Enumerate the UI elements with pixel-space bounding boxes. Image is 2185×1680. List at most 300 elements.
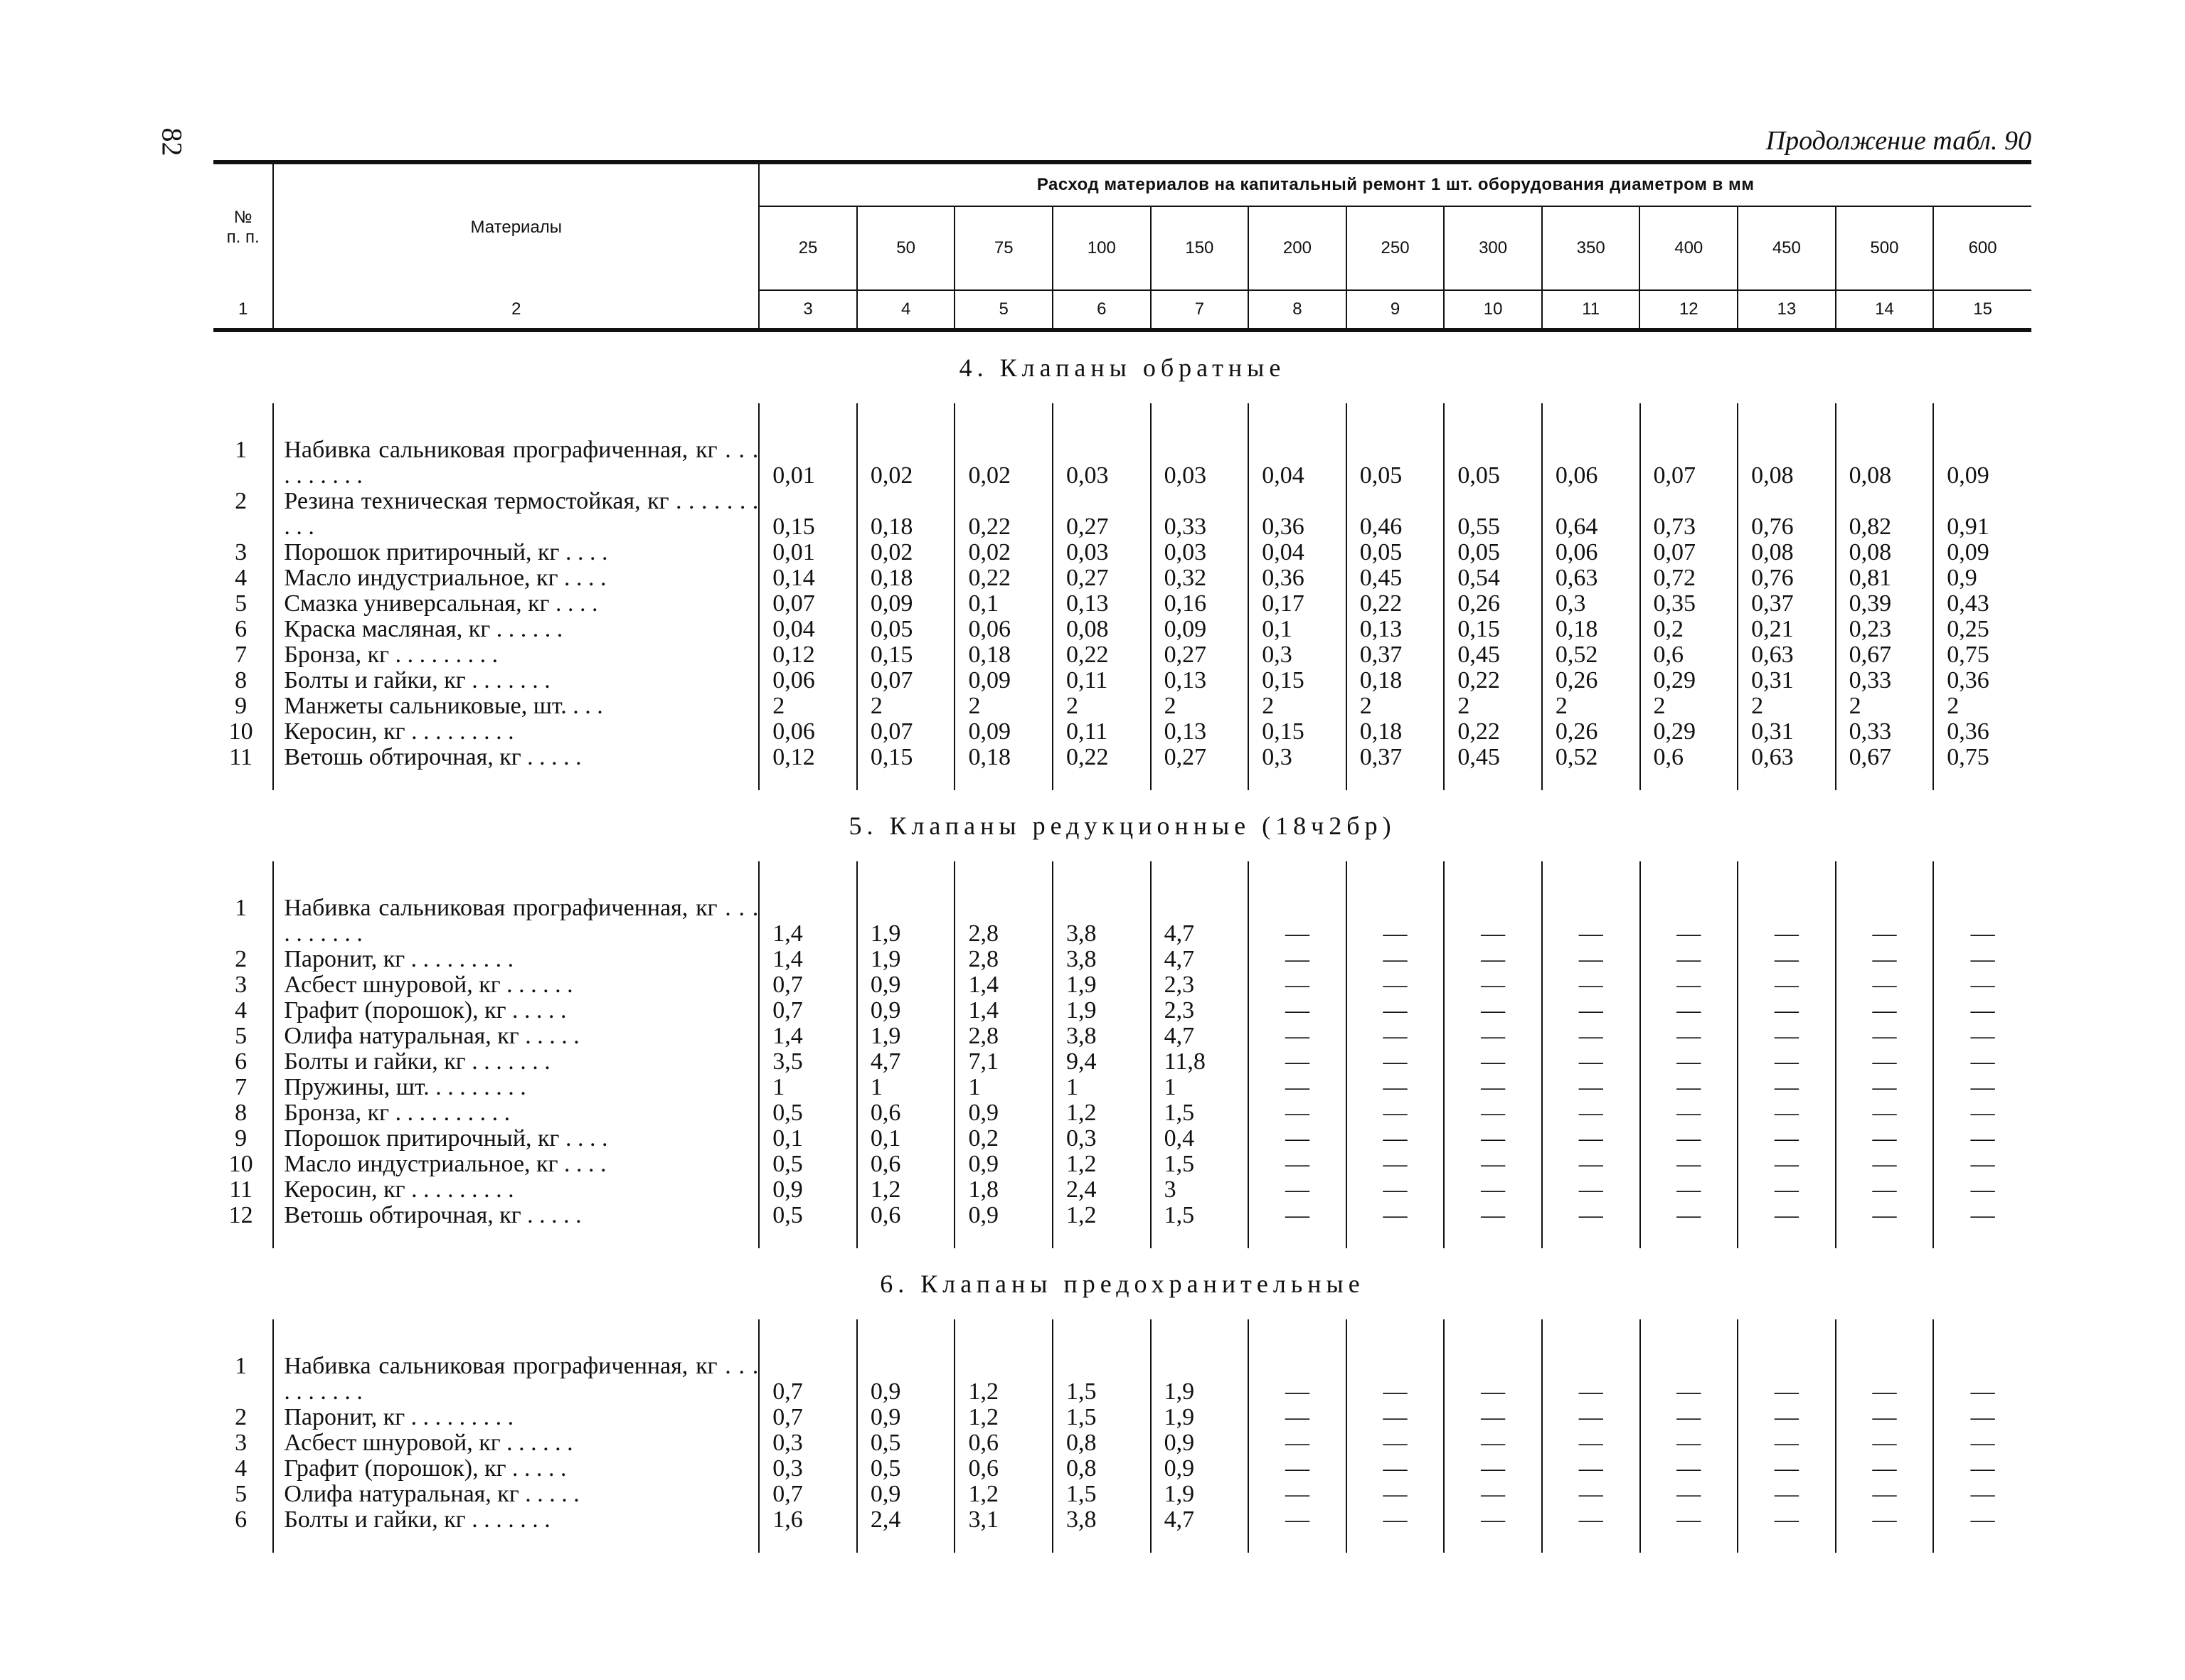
value-cell: — (1248, 1507, 1346, 1533)
table-row (213, 1482, 2031, 1507)
row-number: 2 (235, 1404, 248, 1430)
value-cell: 11,8 (1151, 1049, 1249, 1075)
material-name: Бронза, кг . . . . . . . . . . (273, 1100, 759, 1126)
table-row (213, 895, 2031, 947)
value-cell: 0,7 (759, 1482, 857, 1507)
material-name: Масло индустриальное, кг . . . . (273, 565, 759, 591)
value-cell: — (1640, 1482, 1738, 1507)
value-cell: 0,5 (857, 1430, 955, 1456)
value-cell: 0,1 (759, 1126, 857, 1152)
value-cell: 0,6 (857, 1152, 955, 1177)
value-cell: 0,08 (1836, 437, 1934, 489)
value-cell: — (1640, 1126, 1738, 1152)
value-cell: 0,18 (1346, 668, 1445, 693)
section-table (213, 1319, 2031, 1553)
value-cell: — (1444, 1049, 1542, 1075)
value-cell: — (1542, 972, 1640, 998)
value-cell: — (1738, 1049, 1836, 1075)
table-row (213, 1152, 2031, 1177)
value-cell: — (1640, 1152, 1738, 1177)
value-cell: 1,2 (1053, 1152, 1151, 1177)
header-index-cell: 8 (1248, 290, 1346, 330)
value-cell: — (1346, 1049, 1445, 1075)
value-cell: 0,45 (1444, 642, 1542, 668)
table-row (213, 617, 2031, 642)
value-cell: 0,72 (1640, 565, 1738, 591)
value-cell: — (1542, 1482, 1640, 1507)
value-cell: — (1346, 1430, 1445, 1456)
row-number: 11 (229, 1176, 253, 1203)
value-cell: 0,33 (1151, 489, 1249, 540)
value-cell: — (1933, 972, 2031, 998)
material-name: Порошок притирочный, кг . . . . (273, 1126, 759, 1152)
value-cell: 2,3 (1151, 998, 1249, 1024)
value-cell: — (1346, 1075, 1445, 1100)
value-cell: 1 (857, 1075, 955, 1100)
material-name: Набивка сальниковая прографиченная, кг . . . . . . . . . . (273, 1354, 759, 1405)
value-cell: 0,33 (1836, 719, 1934, 745)
material-name: Масло индустриальное, кг . . . . (273, 1152, 759, 1177)
value-cell: — (1542, 1075, 1640, 1100)
value-cell: 0,3 (1248, 642, 1346, 668)
value-cell: — (1444, 1126, 1542, 1152)
value-cell: 0,03 (1053, 540, 1151, 565)
value-cell: 0,18 (1542, 617, 1640, 642)
value-cell: 0,9 (1151, 1430, 1249, 1456)
header-diameter-cell: 400 (1639, 206, 1738, 290)
table-row (213, 947, 2031, 972)
value-cell: 0,22 (1346, 591, 1445, 617)
value-cell: 2 (1151, 693, 1249, 719)
table-row (213, 540, 2031, 565)
section-title: 4. Клапаны обратные (959, 353, 1286, 382)
value-cell: 0,06 (1542, 437, 1640, 489)
value-cell: 0,3 (1248, 745, 1346, 770)
value-cell: — (1836, 972, 1934, 998)
value-cell: — (1738, 1354, 1836, 1405)
value-cell: — (1933, 1456, 2031, 1482)
table-row (213, 1430, 2031, 1456)
value-cell: — (1933, 947, 2031, 972)
value-cell: 0,09 (955, 668, 1053, 693)
row-number: 8 (235, 1100, 248, 1126)
value-cell: 3,8 (1053, 1024, 1151, 1049)
value-cell: 0,9 (955, 1100, 1053, 1126)
value-cell: 0,9 (1151, 1456, 1249, 1482)
material-name: Манжеты сальниковые, шт. . . . (273, 693, 759, 719)
header-index-cell: 3 (759, 290, 857, 330)
row-number: 5 (235, 590, 248, 617)
table-header (213, 164, 2031, 332)
value-cell: — (1542, 1177, 1640, 1203)
value-cell: 0,08 (1053, 617, 1151, 642)
header-diameter-cell: 25 (759, 206, 857, 290)
value-cell: — (1346, 972, 1445, 998)
value-cell: — (1346, 1177, 1445, 1203)
table-row (213, 1075, 2031, 1100)
value-cell: 0,02 (857, 540, 955, 565)
table-row (213, 1203, 2031, 1228)
header-diameter-cell: 200 (1248, 206, 1346, 290)
value-cell: — (1836, 1354, 1934, 1405)
value-cell: — (1836, 1024, 1934, 1049)
value-cell: 0,43 (1933, 591, 2031, 617)
value-cell: 0,5 (759, 1203, 857, 1228)
table-row (213, 1507, 2031, 1533)
value-cell: — (1738, 1100, 1836, 1126)
row-number: 11 (229, 744, 253, 770)
value-cell: — (1346, 998, 1445, 1024)
value-cell: 4,7 (1151, 1024, 1249, 1049)
row-number: 10 (228, 1151, 253, 1177)
value-cell: 0,6 (1640, 642, 1738, 668)
section-table (213, 861, 2031, 1248)
row-number: 3 (235, 1430, 248, 1456)
value-cell: 0,22 (955, 489, 1053, 540)
value-cell: — (1444, 972, 1542, 998)
value-cell: 2 (1248, 693, 1346, 719)
value-cell: — (1640, 972, 1738, 998)
value-cell: 0,5 (857, 1456, 955, 1482)
material-name: Асбест шнуровой, кг . . . . . . (273, 1430, 759, 1456)
value-cell: 0,73 (1640, 489, 1738, 540)
value-cell: — (1640, 1203, 1738, 1228)
value-cell: 4,7 (857, 1049, 955, 1075)
value-cell: 1,4 (759, 1024, 857, 1049)
value-cell: — (1640, 947, 1738, 972)
row-number: 6 (235, 1048, 248, 1075)
value-cell: 2 (955, 693, 1053, 719)
value-cell: 0,76 (1738, 565, 1836, 591)
value-cell: — (1248, 1177, 1346, 1203)
value-cell: 0,36 (1248, 489, 1346, 540)
value-cell: 0,13 (1053, 591, 1151, 617)
material-name: Набивка сальниковая прографиченная, кг . . . . . . . . . . (273, 895, 759, 947)
value-cell: — (1933, 1100, 2031, 1126)
value-cell: 0,55 (1444, 489, 1542, 540)
value-cell: — (1836, 1126, 1934, 1152)
value-cell: — (1542, 1100, 1640, 1126)
section-table (213, 403, 2031, 790)
value-cell: 0,22 (1053, 642, 1151, 668)
value-cell: 0,46 (1346, 489, 1445, 540)
value-cell: 2 (1933, 693, 2031, 719)
value-cell: 0,15 (759, 489, 857, 540)
value-cell: 0,29 (1640, 668, 1738, 693)
table-row (213, 565, 2031, 591)
value-cell: 0,32 (1151, 565, 1249, 591)
value-cell: — (1933, 1430, 2031, 1456)
value-cell: 0,27 (1053, 489, 1151, 540)
value-cell: 1,9 (857, 895, 955, 947)
value-cell: — (1444, 1075, 1542, 1100)
value-cell: — (1738, 1482, 1836, 1507)
value-cell: 0,45 (1444, 745, 1542, 770)
value-cell: 2,8 (955, 947, 1053, 972)
value-cell: — (1542, 1049, 1640, 1075)
value-cell: 0,26 (1444, 591, 1542, 617)
value-cell: — (1933, 1126, 2031, 1152)
value-cell: 1,5 (1053, 1354, 1151, 1405)
value-cell: 0,07 (759, 591, 857, 617)
value-cell: 2,8 (955, 1024, 1053, 1049)
value-cell: 0,29 (1640, 719, 1738, 745)
value-cell: 0,09 (1151, 617, 1249, 642)
value-cell: 0,31 (1738, 719, 1836, 745)
value-cell: — (1444, 895, 1542, 947)
value-cell: — (1640, 1075, 1738, 1100)
value-cell: 0,07 (857, 719, 955, 745)
value-cell: — (1738, 1152, 1836, 1177)
value-cell: 0,1 (857, 1126, 955, 1152)
material-name: Ветошь обтирочная, кг . . . . . (273, 745, 759, 770)
value-cell: 0,01 (759, 540, 857, 565)
value-cell: — (1836, 1203, 1934, 1228)
value-cell: — (1542, 1354, 1640, 1405)
value-cell: 0,8 (1053, 1456, 1151, 1482)
value-cell: 0,63 (1738, 642, 1836, 668)
value-cell: 1,5 (1053, 1405, 1151, 1430)
value-cell: — (1738, 998, 1836, 1024)
value-cell: — (1933, 1177, 2031, 1203)
value-cell: 0,7 (759, 1405, 857, 1430)
value-cell: 0,26 (1542, 719, 1640, 745)
value-cell: 0,9 (857, 1482, 955, 1507)
value-cell: 1,9 (857, 1024, 955, 1049)
value-cell: 4,7 (1151, 895, 1249, 947)
value-cell: 1,2 (955, 1482, 1053, 1507)
table-row (213, 1354, 2031, 1405)
value-cell: 0,63 (1738, 745, 1836, 770)
value-cell: 0,15 (1444, 617, 1542, 642)
value-cell: 1,8 (955, 1177, 1053, 1203)
value-cell: 0,54 (1444, 565, 1542, 591)
value-cell: 0,9 (857, 972, 955, 998)
value-cell: — (1738, 1203, 1836, 1228)
value-cell: 0,05 (1346, 437, 1445, 489)
value-cell: — (1542, 1456, 1640, 1482)
value-cell: 0,27 (1151, 745, 1249, 770)
value-cell: 0,5 (759, 1152, 857, 1177)
row-number: 12 (228, 1202, 253, 1228)
value-cell: — (1444, 947, 1542, 972)
value-cell: 1,2 (955, 1405, 1053, 1430)
value-cell: — (1444, 1405, 1542, 1430)
value-cell: 2,4 (1053, 1177, 1151, 1203)
value-cell: 0,2 (955, 1126, 1053, 1152)
row-number: 4 (235, 997, 248, 1024)
value-cell: 0,21 (1738, 617, 1836, 642)
table-row (213, 1024, 2031, 1049)
value-cell: 1,9 (857, 947, 955, 972)
value-cell: 0,16 (1151, 591, 1249, 617)
value-cell: 1,9 (1151, 1405, 1249, 1430)
value-cell: — (1836, 1405, 1934, 1430)
header-index-cell: 12 (1639, 290, 1738, 330)
header-diameter-cell: 300 (1444, 206, 1542, 290)
value-cell: 0,07 (857, 668, 955, 693)
value-cell: 0,82 (1836, 489, 1934, 540)
value-cell: 0,12 (759, 642, 857, 668)
value-cell: 0,08 (1738, 437, 1836, 489)
value-cell: 0,37 (1738, 591, 1836, 617)
header-index-cell: 15 (1933, 290, 2031, 330)
value-cell: 0,18 (955, 642, 1053, 668)
value-cell: — (1933, 1024, 2031, 1049)
value-cell: 0,3 (759, 1456, 857, 1482)
value-cell: — (1836, 1482, 1934, 1507)
value-cell: — (1542, 1126, 1640, 1152)
value-cell: — (1248, 1075, 1346, 1100)
value-cell: — (1933, 1152, 2031, 1177)
value-cell: 1,5 (1053, 1482, 1151, 1507)
value-cell: 0,13 (1151, 719, 1249, 745)
value-cell: 0,18 (955, 745, 1053, 770)
value-cell: 0,75 (1933, 745, 2031, 770)
value-cell: 0,11 (1053, 719, 1151, 745)
value-cell: — (1542, 1430, 1640, 1456)
value-cell: — (1640, 1049, 1738, 1075)
header-diameter-cell: 450 (1738, 206, 1836, 290)
value-cell: 0,06 (955, 617, 1053, 642)
value-cell: 0,75 (1933, 642, 2031, 668)
value-cell: 0,31 (1738, 668, 1836, 693)
value-cell: 1,5 (1151, 1100, 1249, 1126)
value-cell: 0,6 (857, 1203, 955, 1228)
value-cell: 0,52 (1542, 745, 1640, 770)
value-cell: — (1248, 1456, 1346, 1482)
material-name: Болты и гайки, кг . . . . . . . (273, 1049, 759, 1075)
value-cell: — (1933, 1354, 2031, 1405)
value-cell: — (1248, 1152, 1346, 1177)
value-cell: — (1542, 1152, 1640, 1177)
material-name: Болты и гайки, кг . . . . . . . (273, 1507, 759, 1533)
value-cell: 0,7 (759, 998, 857, 1024)
value-cell: — (1542, 1203, 1640, 1228)
value-cell: — (1738, 895, 1836, 947)
value-cell: 0,15 (1248, 668, 1346, 693)
value-cell: 0,22 (955, 565, 1053, 591)
value-cell: 0,36 (1933, 719, 2031, 745)
table-row (213, 745, 2031, 770)
value-cell: 0,6 (1640, 745, 1738, 770)
value-cell: 3,8 (1053, 947, 1151, 972)
material-name: Паронит, кг . . . . . . . . . (273, 1405, 759, 1430)
value-cell: 0,1 (1248, 617, 1346, 642)
table-sections (213, 332, 2031, 1553)
row-number: 6 (235, 1506, 248, 1533)
value-cell: 0,08 (1738, 540, 1836, 565)
header-index-cell: 11 (1542, 290, 1640, 330)
header-diameter-cell: 100 (1053, 206, 1151, 290)
row-number: 8 (235, 667, 248, 693)
header-index-cell: 6 (1053, 290, 1151, 330)
value-cell: — (1444, 1100, 1542, 1126)
value-cell: 0,8 (1053, 1430, 1151, 1456)
value-cell: 0,02 (955, 540, 1053, 565)
value-cell: 0,9 (857, 1354, 955, 1405)
table-row (213, 642, 2031, 668)
value-cell: 0,11 (1053, 668, 1151, 693)
value-cell: 0,5 (759, 1100, 857, 1126)
section-title: 5. Клапаны редукционные (18ч2бр) (849, 812, 1396, 840)
value-cell: 3,8 (1053, 1507, 1151, 1533)
header-column-indices-row (213, 290, 2031, 330)
header-expenditure-title: Расход материалов на капитальный ремонт 1 шт. оборудования диаметром в мм (759, 164, 2031, 206)
value-cell: 0,04 (1248, 437, 1346, 489)
row-number: 1 (235, 437, 248, 463)
value-cell: — (1836, 947, 1934, 972)
header-diameter-cell: 600 (1933, 206, 2031, 290)
value-cell: — (1738, 1456, 1836, 1482)
row-number: 4 (235, 1455, 248, 1482)
header-diameter-cell: 75 (955, 206, 1053, 290)
header-col-materials: Материалы (273, 164, 759, 290)
value-cell: — (1346, 1456, 1445, 1482)
table-row (213, 1049, 2031, 1075)
header-index-cell: 13 (1738, 290, 1836, 330)
value-cell: 0,37 (1346, 642, 1445, 668)
value-cell: 0,76 (1738, 489, 1836, 540)
table-row (213, 972, 2031, 998)
value-cell: 2 (1738, 693, 1836, 719)
value-cell: — (1738, 947, 1836, 972)
value-cell: — (1346, 1405, 1445, 1430)
value-cell: 0,7 (759, 1354, 857, 1405)
value-cell: — (1933, 998, 2031, 1024)
material-name: Краска масляная, кг . . . . . . (273, 617, 759, 642)
material-name: Резина техническая термостойкая, кг . . . . . . . . . . (273, 489, 759, 540)
value-cell: 0,67 (1836, 745, 1934, 770)
value-cell: — (1248, 972, 1346, 998)
value-cell: 0,18 (1346, 719, 1445, 745)
value-cell: — (1346, 947, 1445, 972)
value-cell: 0,27 (1151, 642, 1249, 668)
value-cell: — (1248, 1049, 1346, 1075)
header-index-cell: 4 (857, 290, 955, 330)
value-cell: 0,02 (857, 437, 955, 489)
value-cell: 0,03 (1053, 437, 1151, 489)
value-cell: — (1933, 1405, 2031, 1430)
value-cell: 0,9 (955, 1203, 1053, 1228)
table-row (213, 668, 2031, 693)
value-cell: 9,4 (1053, 1049, 1151, 1075)
value-cell: 0,03 (1151, 540, 1249, 565)
value-cell: 0,22 (1444, 668, 1542, 693)
value-cell: 0,06 (1542, 540, 1640, 565)
value-cell: 0,15 (857, 745, 955, 770)
value-cell: — (1542, 1507, 1640, 1533)
value-cell: 3 (1151, 1177, 1249, 1203)
material-name: Керосин, кг . . . . . . . . . (273, 1177, 759, 1203)
material-name: Олифа натуральная, кг . . . . . (273, 1024, 759, 1049)
value-cell: 0,05 (1346, 540, 1445, 565)
material-name: Ветошь обтирочная, кг . . . . . (273, 1203, 759, 1228)
value-cell: — (1738, 1405, 1836, 1430)
value-cell: 2 (1444, 693, 1542, 719)
value-cell: 1,4 (759, 895, 857, 947)
material-name: Бронза, кг . . . . . . . . . (273, 642, 759, 668)
value-cell: — (1248, 1405, 1346, 1430)
header-diameter-cell: 250 (1346, 206, 1445, 290)
value-cell: 0,91 (1933, 489, 2031, 540)
value-cell: 2 (857, 693, 955, 719)
value-cell: — (1836, 1177, 1934, 1203)
header-index-cell: 2 (273, 290, 759, 330)
value-cell: 0,3 (1053, 1126, 1151, 1152)
value-cell: — (1738, 972, 1836, 998)
row-number: 7 (235, 642, 248, 668)
